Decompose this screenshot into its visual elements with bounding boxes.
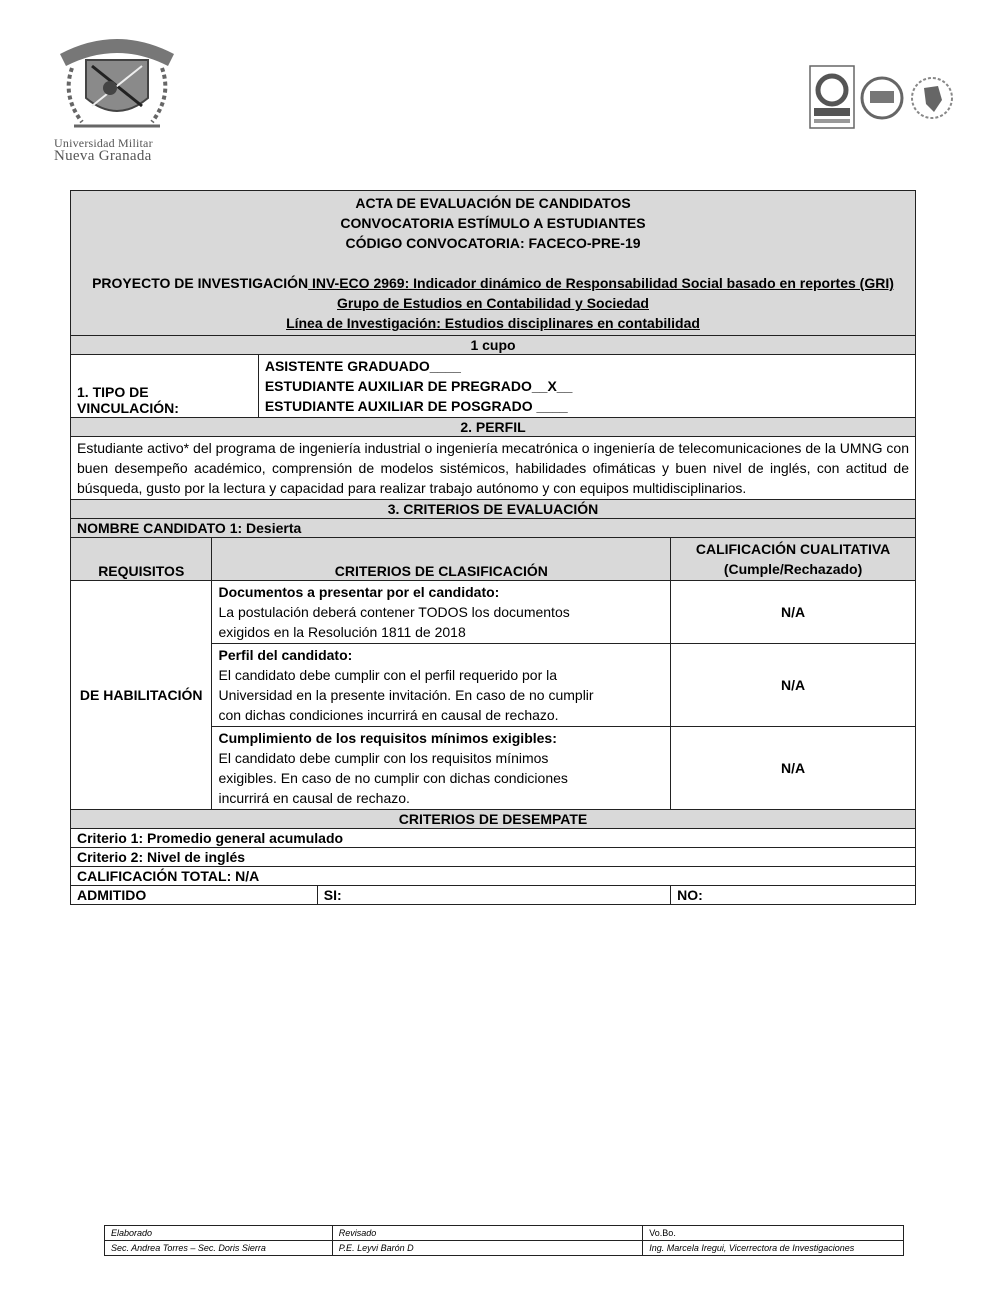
habilitacion-label: DE HABILITACIÓN [71, 581, 212, 810]
col-criterios: CRITERIOS DE CLASIFICACIÓN [212, 538, 671, 581]
perfil-heading: 2. PERFIL [71, 418, 916, 437]
footer-vobo-label: Vo.Bo. [643, 1226, 904, 1241]
col-calificacion-line1: CALIFICACIÓN CUALITATIVA [695, 541, 891, 557]
criterion-title: Perfil del candidato: [218, 647, 353, 663]
criterion-text: incurrirá en causal de rechazo. [218, 790, 410, 806]
vinculacion-option-posgrado: ESTUDIANTE AUXILIAR DE POSGRADO ____ [264, 398, 568, 414]
project-title [77, 273, 909, 293]
criteria-header-row [71, 538, 916, 581]
vinculacion-option-pregrado: ESTUDIANTE AUXILIAR DE PREGRADO__X__ [264, 378, 573, 394]
vinculacion-row [71, 355, 916, 418]
criterios-heading: 3. CRITERIOS DE EVALUACIÓN [71, 500, 916, 519]
icontec-certificate-icon [810, 66, 854, 128]
tiebreak-criterion-1: Criterio 1: Promedio general acumulado [71, 829, 916, 848]
criterion-cell [212, 581, 671, 644]
col-calificacion [671, 538, 916, 581]
criterion-text: exigidos en la Resolución 1811 de 2018 [218, 624, 466, 640]
criterion-result: N/A [671, 727, 916, 810]
candidate-name: NOMBRE CANDIDATO 1: Desierta [71, 519, 916, 538]
criterion-text: El candidato debe cumplir con el perfil requerido por la [218, 667, 558, 683]
criterion-text: con dichas condiciones incurrirá en causal de rechazo. [218, 707, 559, 723]
certification-logos [808, 64, 958, 134]
criterion-title: Documentos a presentar por el candidato: [218, 584, 500, 600]
project-name: INV-ECO 2969: Indicador dinámico de Responsabilidad Social basado en reportes (GRI) [308, 275, 894, 291]
footer-revisado-value: P.E. Leyvi Barón D [332, 1241, 643, 1256]
total-score: CALIFICACIÓN TOTAL: N/A [71, 867, 916, 886]
tiebreak-criterion-2: Criterio 2: Nivel de inglés [71, 848, 916, 867]
desempate-heading: CRITERIOS DE DESEMPATE [71, 810, 916, 829]
approval-footer [104, 1225, 904, 1256]
admitido-no: NO: [671, 886, 916, 905]
admitido-si: SI: [317, 886, 670, 905]
footer-elaborado-label: Elaborado [105, 1226, 333, 1241]
university-name-line1: Universidad Militar [54, 136, 153, 150]
footer-vobo-value: Ing. Marcela Iregui, Vicerrectora de Investigaciones [643, 1241, 904, 1256]
criterion-result: N/A [671, 644, 916, 727]
criterion-text: Universidad en la presente invitación. En caso de no cumplir [218, 687, 594, 703]
admitido-row [71, 886, 916, 905]
colombia-map-certificate-icon [912, 78, 952, 118]
criterion-cell [212, 644, 671, 727]
call-code: CÓDIGO CONVOCATORIA: FACECO-PRE-19 [345, 235, 641, 251]
call-name: CONVOCATORIA ESTÍMULO A ESTUDIANTES [340, 215, 646, 231]
project-label: PROYECTO DE INVESTIGACIÓN [92, 275, 309, 291]
footer-revisado-label: Revisado [332, 1226, 643, 1241]
criteria-row [71, 581, 916, 644]
col-requisitos: REQUISITOS [71, 538, 212, 581]
criterion-text: El candidato debe cumplir con los requisitos mínimos [218, 750, 549, 766]
document-title: ACTA DE EVALUACIÓN DE CANDIDATOS [355, 195, 631, 211]
university-name-line2: Nueva Granada [54, 148, 152, 164]
admitido-label: ADMITIDO [71, 886, 318, 905]
perfil-text: Estudiante activo* del programa de ingeniería industrial o ingeniería mecatrónica o ingeniería de telecomunicaciones de la UMNG con buen desempeño académico, comprensión de modelos sistémicos, habilidades ofimáticas y buen nivel de inglés, con actitud de búsqueda, gusto por la lectura y capacidad para realizar trabajo autónomo y con equipos multidisciplinarios. [71, 437, 916, 500]
header-block [71, 191, 916, 336]
footer-elaborado-value: Sec. Andrea Torres – Sec. Doris Sierra [105, 1241, 333, 1256]
research-line: Línea de Investigación: Estudios disciplinares en contabilidad [286, 315, 700, 331]
criterion-result: N/A [671, 581, 916, 644]
research-group: Grupo de Estudios en Contabilidad y Sociedad [337, 295, 649, 311]
slots: 1 cupo [71, 336, 916, 355]
criterion-text: exigibles. En caso de no cumplir con dichas condiciones [218, 770, 568, 786]
vinculacion-option-graduado: ASISTENTE GRADUADO____ [264, 358, 461, 374]
evaluation-table [70, 190, 916, 905]
criterion-title: Cumplimiento de los requisitos mínimos exigibles: [218, 730, 557, 746]
vinculacion-label: 1. TIPO DE VINCULACIÓN: [71, 355, 259, 418]
criterion-text: La postulación deberá contener TODOS los documentos [218, 604, 570, 620]
col-calificacion-line2: (Cumple/Rechazado) [723, 561, 863, 577]
iqnet-certificate-icon [862, 78, 902, 118]
university-logo [52, 26, 182, 166]
criterion-cell [212, 727, 671, 810]
university-crest-icon [52, 26, 182, 136]
